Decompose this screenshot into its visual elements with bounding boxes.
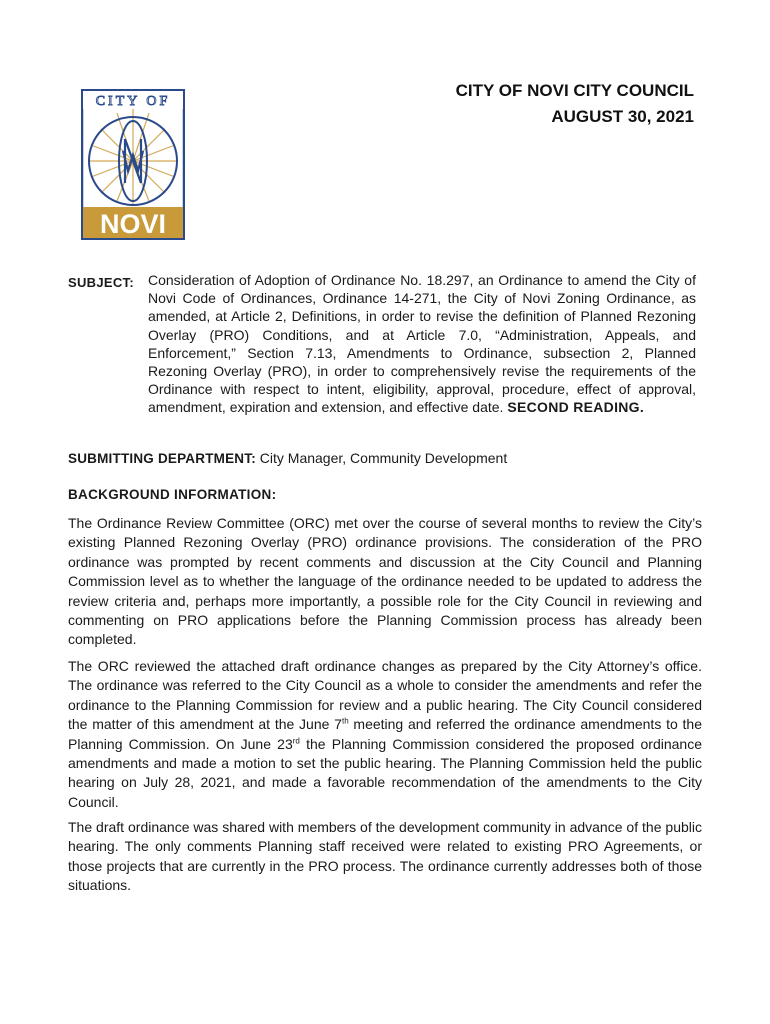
p2-part-c: the Planning Commission considered the proposed ordinance amendments and made a motion to set the public hearing. The Planning Commission held the public hearing on July 28, 2021, and made a favorable recommendation of the amendments to the City Council. (68, 735, 703, 810)
p2-superscript-th: th (341, 716, 349, 726)
p2-part-b: meeting and referred the ordinance amendments to the Planning Commission. On June 23 (68, 716, 702, 752)
subject-text (148, 271, 696, 417)
header-council: CITY OF NOVI CITY COUNCIL (455, 81, 694, 100)
background-paragraph-2 (68, 657, 702, 812)
subject-body: Consideration of Adoption of Ordinance No. 18.297, an Ordinance to amend the City of Novi Code of Ordinances, Ordinance 14-271, the City of Novi Zoning Ordinance, as amended, at Article 2, Definitions, in order to revise the definition of Planned Rezoning Overlay (PRO) Conditions, and at Article 7.0, “Administration, Appeals, and Enforcement,” Section 7.13, Amendments to Ordinance, subsection 2, Planned Rezoning Overlay (PRO), in order to comprehensively revise the requirements of the Ordinance with respect to intent, eligibility, approval, procedure, effect of approval, amendment, expiration and extension, and effective date. (148, 272, 696, 416)
p2-part-a: The ORC reviewed the attached draft ordinance changes as prepared by the City Attorney’s office. The ordinance was referred to the City Council as a whole to consider the amendments and refer the ordinance to the Planning Commission for review and a public hearing. The City Council considered the matter of this amendment at the June 7 (68, 658, 702, 733)
submitting-label: SUBMITTING DEPARTMENT: (68, 451, 256, 466)
document-header (456, 78, 694, 130)
submitting-value: City Manager, Community Development (259, 450, 508, 466)
second-reading-emphasis: SECOND READING. (507, 399, 645, 416)
p2-superscript-rd: rd (292, 735, 300, 745)
subject-label: SUBJECT: (68, 275, 134, 290)
header-date: AUGUST 30, 2021 (551, 107, 694, 126)
logo-bottom-text: NOVI (99, 209, 167, 239)
background-paragraph-1: The Ordinance Review Committee (ORC) met over the course of several months to review the City’s existing Planned Rezoning Overlay (PRO) ordinance provisions. The consideration of the PRO ordinance was prompted by recent comments and discussion at the City Council and Planning Commission level as to whether the language of the ordinance needed to be updated to address the review criteria and, perhaps more importantly, a possible role for the City Council in reviewing and commenting on PRO applications before the Planning Commission process has already been completed. (68, 515, 702, 648)
city-of-novi-logo (81, 89, 185, 240)
background-heading: BACKGROUND INFORMATION: (68, 487, 277, 502)
background-paragraph-3: The draft ordinance was shared with members of the development community in advance of the public hearing. The only comments Planning staff received were related to existing PRO Agreements, or those projects that are currently in the PRO process. The ordinance currently addresses both of those situations. (68, 819, 702, 894)
submitting-department (68, 449, 702, 468)
logo-top-text: CITY OF (95, 94, 171, 109)
